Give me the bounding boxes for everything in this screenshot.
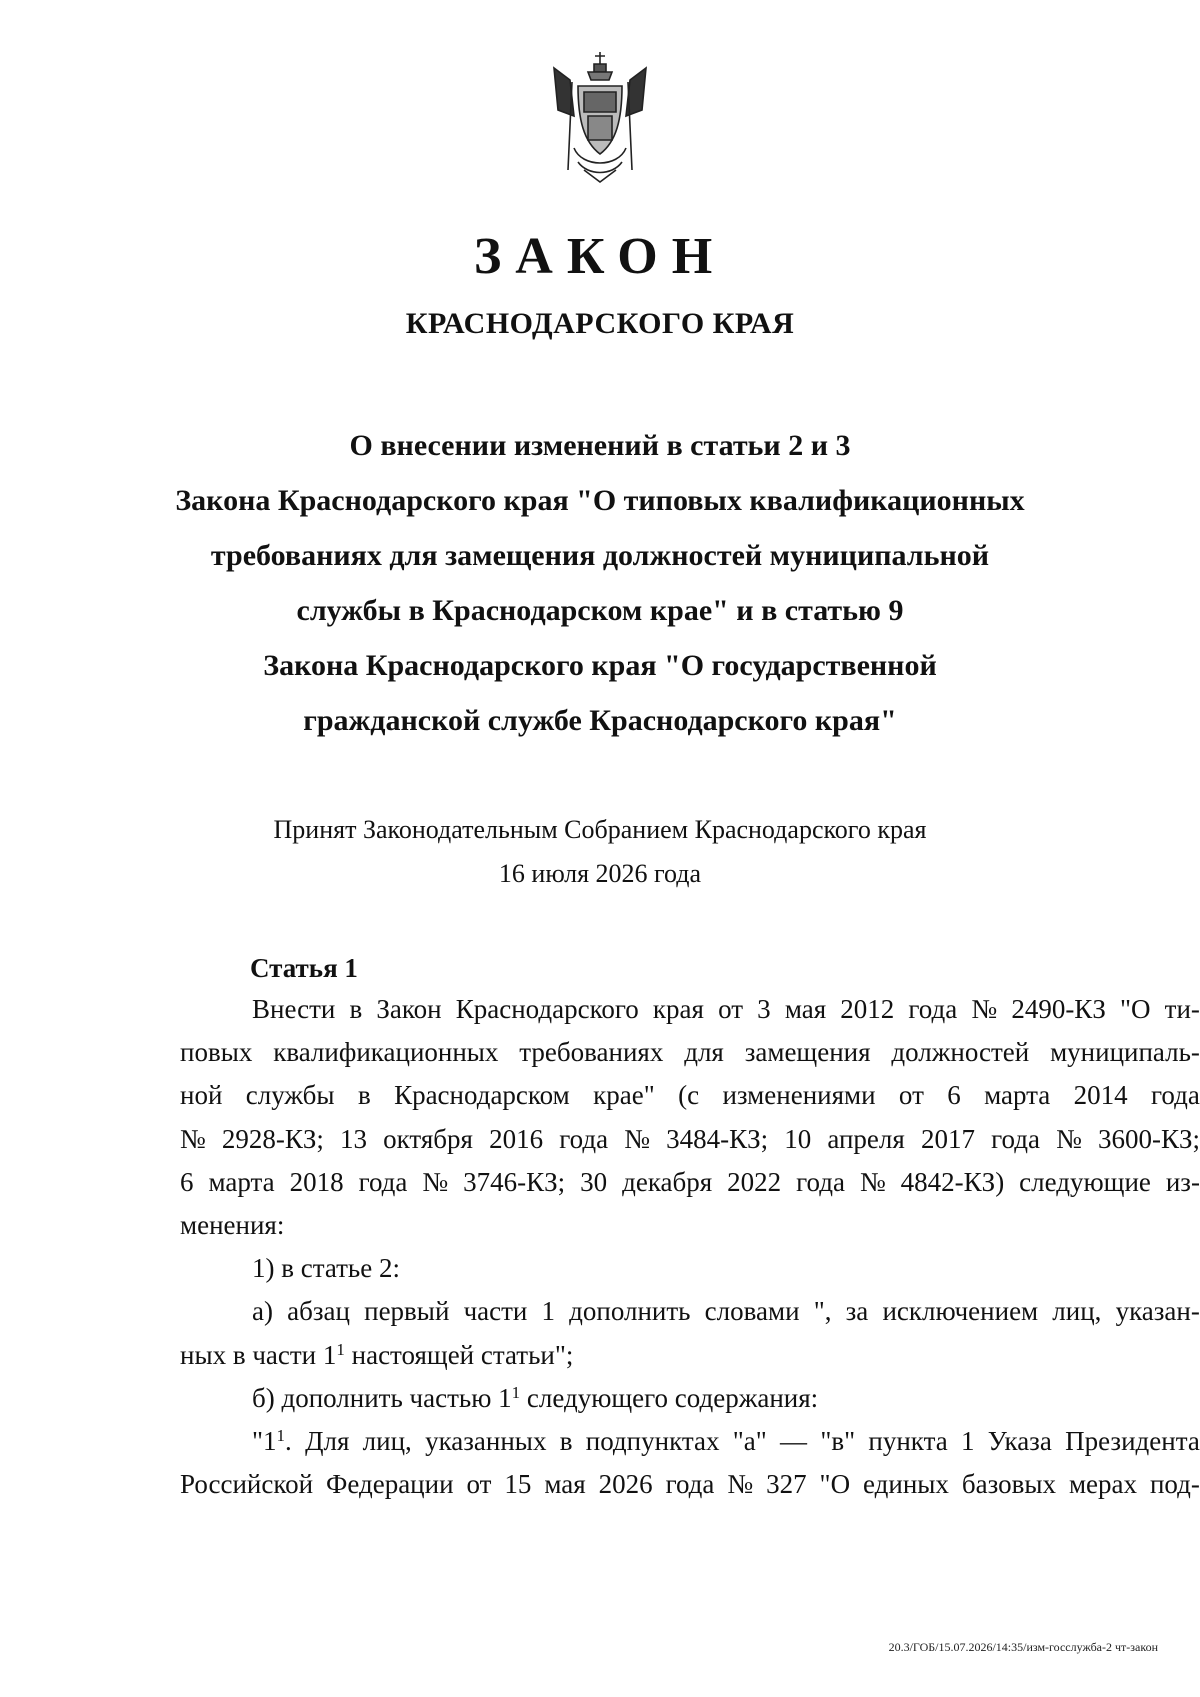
word: Указа <box>987 1425 1052 1456</box>
word: 2026 <box>598 1469 653 1500</box>
word: Федерации <box>326 1469 454 1500</box>
word: года <box>358 1166 408 1197</box>
article-line: менения: <box>180 1209 285 1240</box>
law-title: ЗАКОН <box>473 228 727 285</box>
word: от <box>466 1469 492 1500</box>
article-line <box>180 988 1200 1031</box>
word: года <box>665 1469 715 1500</box>
word: в <box>357 1080 371 1111</box>
article-line <box>180 1074 1200 1117</box>
word: указанных <box>425 1425 547 1456</box>
word: 3 <box>757 994 771 1024</box>
law-heading <box>160 418 1040 748</box>
word: марта <box>208 1166 275 1197</box>
word: 1 <box>541 1296 556 1327</box>
word: изменениями <box>722 1080 876 1111</box>
word: декабря <box>622 1166 713 1197</box>
word: лиц, <box>362 1425 412 1456</box>
word: первый <box>364 1296 450 1327</box>
word: 3746-КЗ; <box>463 1166 566 1197</box>
word: "О <box>1119 994 1151 1024</box>
word: Закон <box>376 994 442 1024</box>
word: 10 <box>784 1123 812 1154</box>
word: в <box>349 994 363 1024</box>
word: исключением <box>882 1296 1039 1327</box>
word: мая <box>544 1469 586 1500</box>
word: № <box>1056 1123 1082 1154</box>
word: базовых <box>961 1469 1057 1500</box>
word: подпунктах <box>585 1425 720 1456</box>
word: (с <box>678 1080 700 1111</box>
word: абзац <box>287 1296 350 1327</box>
article-line <box>180 1334 1200 1377</box>
heading-line: требованиях для замещения должностей муниципальной <box>210 539 990 572</box>
word: года <box>1151 1080 1200 1111</box>
word: Для <box>305 1425 350 1456</box>
word: 6 <box>947 1080 961 1111</box>
word: 2012 <box>840 994 895 1024</box>
krasnodar-coat-of-arms-icon <box>544 50 656 188</box>
word: 30 <box>580 1166 608 1197</box>
word: "$1^1$. <box>252 1425 292 1456</box>
word: указан- <box>1115 1296 1200 1327</box>
heading-line: службы в Краснодарском крае" и в статью 9 <box>296 594 904 627</box>
word: — <box>780 1425 808 1456</box>
word: года <box>908 994 958 1024</box>
heading-line: Закона Краснодарского края "О типовых квалификационных <box>175 484 1025 517</box>
word: "в" <box>820 1425 856 1456</box>
word: № <box>971 994 998 1024</box>
word: от <box>898 1080 924 1111</box>
word: требованиях <box>519 1037 664 1068</box>
superscript: 1 <box>276 1425 286 1445</box>
word: 6 <box>180 1166 194 1197</box>
word: 327 <box>766 1469 807 1500</box>
word: № <box>624 1123 650 1154</box>
word: № <box>727 1469 754 1500</box>
word: словами <box>704 1296 800 1327</box>
word: № <box>859 1166 886 1197</box>
article-body <box>180 988 1200 1506</box>
word: мая <box>784 994 827 1024</box>
adoption-date: 16 июля 2026 года <box>498 859 702 888</box>
word: 3484-КЗ; <box>666 1123 769 1154</box>
word: края <box>652 994 704 1024</box>
word: мерах <box>1068 1469 1138 1500</box>
superscript: 1 <box>511 1382 521 1402</box>
article-line <box>180 1463 1200 1506</box>
word: Краснодарского <box>455 994 639 1024</box>
word: дополнить <box>569 1296 691 1327</box>
word: от <box>718 994 744 1024</box>
word: 4842-КЗ) <box>900 1166 1005 1197</box>
word: службы <box>245 1080 335 1111</box>
word: "О <box>819 1469 851 1500</box>
word: повых <box>180 1037 253 1068</box>
heading-line: Закона Краснодарского края "О государственной <box>263 649 937 682</box>
word: октября <box>383 1123 473 1154</box>
word: в <box>559 1425 573 1456</box>
word: Внести <box>252 994 336 1024</box>
word: 3600-КЗ; <box>1097 1123 1200 1154</box>
word: ной <box>180 1080 223 1111</box>
word: под- <box>1149 1469 1200 1500</box>
word: 15 <box>504 1469 532 1500</box>
word: Краснодарском <box>394 1080 570 1111</box>
law-subtitle: КРАСНОДАРСКОГО КРАЯ <box>405 307 795 340</box>
word: следующие <box>1019 1166 1151 1197</box>
word: части <box>463 1296 528 1327</box>
word: апреля <box>827 1123 905 1154</box>
heading-line: О внесении изменений в статьи 2 и 3 <box>349 429 851 462</box>
word: единых <box>863 1469 949 1500</box>
word: из- <box>1165 1166 1200 1197</box>
word: ", <box>813 1296 832 1327</box>
word: для <box>684 1037 724 1068</box>
adoption-body: Принят Законодательным Собранием Краснодарского края <box>273 815 927 844</box>
word: 2016 <box>489 1123 544 1154</box>
word: 2014 <box>1073 1080 1128 1111</box>
word: а) <box>252 1296 273 1327</box>
article-line: 1) в статье 2: <box>252 1253 400 1284</box>
word: Президента <box>1065 1425 1200 1456</box>
word: 13 <box>340 1123 368 1154</box>
word: настоящей статьи"; <box>344 1339 574 1370</box>
word: года <box>991 1123 1040 1154</box>
word: крае" <box>593 1080 655 1111</box>
word: года <box>796 1166 845 1197</box>
word: ных в части 1 <box>180 1339 337 1370</box>
word: квалификационных <box>273 1037 499 1068</box>
word: марта <box>984 1080 1051 1111</box>
article-line <box>180 1290 1200 1333</box>
word: 2490-КЗ <box>1011 994 1106 1024</box>
word: 2022 <box>727 1166 782 1197</box>
word: № <box>180 1123 206 1154</box>
word: 1 <box>960 1425 975 1456</box>
word: 2017 <box>920 1123 975 1154</box>
word: года <box>559 1123 609 1154</box>
word: следующего содержания: <box>520 1382 819 1413</box>
word: ти- <box>1164 994 1200 1024</box>
article-line <box>180 1420 1200 1463</box>
word: лиц, <box>1052 1296 1102 1327</box>
article-title: Статья 1 <box>250 953 358 983</box>
word: Российской <box>180 1469 314 1500</box>
heading-line: гражданской службе Краснодарского края" <box>303 704 897 737</box>
superscript: 1 <box>336 1339 345 1359</box>
document-stamp: 20.3/ГОБ/15.07.2026/14:35/изм-госслужба-2 чт-закон <box>888 1640 1158 1654</box>
article-line <box>180 1031 1200 1074</box>
article-line <box>180 1118 1200 1161</box>
article-line <box>180 1377 1200 1420</box>
word: 2928-КЗ; <box>221 1123 324 1154</box>
word: 2018 <box>289 1166 344 1197</box>
word: № <box>422 1166 449 1197</box>
word: замещения <box>744 1037 871 1068</box>
word: должностей <box>891 1037 1030 1068</box>
adoption-note <box>0 808 1200 896</box>
word: "а" <box>732 1425 767 1456</box>
word: б) дополнить частью 1 <box>252 1382 512 1413</box>
word: за <box>845 1296 869 1327</box>
article-line <box>180 1161 1200 1204</box>
word: пункта <box>868 1425 948 1456</box>
word: муниципаль- <box>1050 1037 1200 1068</box>
